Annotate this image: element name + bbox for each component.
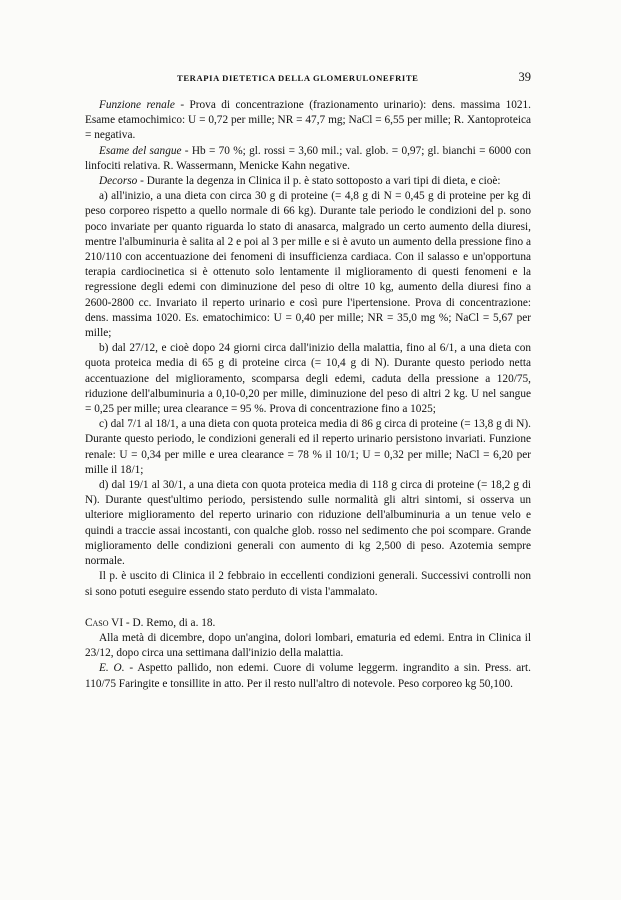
paragraph-label: E. O. (99, 662, 125, 675)
paragraph (85, 417, 531, 478)
case-patient: - D. Remo, di a. 18. (123, 616, 216, 629)
paragraph-label: Funzione renale (99, 99, 175, 111)
paragraph-text: a) all'inizio, a una dieta con circa 30 g di proteine (= 4,8 g di N = 0,45 g di proteine per kg di peso corporeo rispetto a quello normale di 66 kg). Durante tale periodo le condizioni del p. sono poco invariate per quanto riguarda lo stato di anasarca, malgrado un certo aumento della diuresi, mentre l'albuminuria è salita al 2 e poi al 3 per mille e si è avuto un aumento della pressione fino a 210/110 con accentuazione dei fenomeni di insufficienza cardiaca. Con il salasso e un'opportuna terapia cardiocinetica si è ottenuto solo lentamente il miglioramento di questi fenomeni e la regressione degli edemi con diminuzione del peso di oltre 10 kg, aumento della diuresi fino a 2600-2800 cc. Invariato il reperto urinario e così pure l'ipertensione. Prova di concentrazione: dens. massima 1020. Es. ematochimico: U = 0,40 per mille; NR = 35,0 mg %; NaCl = 5,67 per mille; (85, 190, 531, 340)
case-title: Caso VI (85, 616, 124, 629)
paragraph-text: Alla metà di dicembre, dopo un'angina, dolori lombari, ematuria ed edemi. Entra in Clinica il 23/12, dopo circa una settimana dall'inizio della malattia. (85, 631, 531, 660)
body-text (85, 98, 531, 692)
paragraph-text: - Hb = 70 %; gl. rossi = 3,60 mil.; val. glob. = 0,97; gl. bianchi = 6000 con linfociti relativa. R. Wassermann, Menicke Kahn negative. (85, 144, 531, 172)
case-heading (85, 616, 531, 631)
paragraph (85, 661, 531, 691)
paragraph-text: - Aspetto pallido, non edemi. Cuore di volume leggerm. ingrandito a sin. Press. art. 110/75 Faringite e tonsillite in atto. Per il resto null'altro di notevole. Peso corporeo kg 50,100. (85, 662, 531, 690)
paragraph-text: d) dal 19/1 al 30/1, a una dieta con quota proteica media di 118 g circa di proteine (= 18,2 g di N). Durante quest'ultimo periodo, persistendo sulle normalità gli altri sintomi, si osserva un ulteriore miglioramento del reperto urinario con riduzione dell'albuminuria a un tenue velo e quindi a traccie assai incostanti, con qualche glob. rosso nel sedimento che poi scompare. Grande miglioramento delle condizioni generali con aumento di kg 2,500 di peso. Azotemia sempre normale. (85, 479, 531, 568)
paragraph-label: Decorso (99, 175, 138, 188)
paragraph (85, 341, 531, 417)
paragraph (85, 174, 531, 189)
paragraph (85, 478, 531, 569)
paragraph-text: Il p. è uscito di Clinica il 2 febbraio in eccellenti condizioni generali. Successivi controlli non si sono potuti eseguire essendo stato perduto di vista l'ammalato. (85, 570, 531, 598)
paragraph-text: b) dal 27/12, e cioè dopo 24 giorni circa dall'inizio della malattia, fino al 6/1, a una dieta con quota proteica media di 65 g di proteine circa (= 10,4 g di N). Durante questo periodo netta accentuazione del miglioramento, scomparsa degli edemi, caduta della pressione a 120/75, riduzione dell'albuminuria a 0,10-0,20 per mille, diminuzione del peso di altri 2 kg. U nel sangue = 0,25 per mille; urea clearance = 95 %. Prova di concentrazione fino a 1025; (85, 342, 531, 416)
paragraph (85, 98, 531, 144)
page-number: 39 (518, 70, 531, 84)
paragraph-label: Esame del sangue (99, 144, 182, 157)
paragraph (85, 631, 531, 661)
paragraph (85, 569, 531, 599)
page-header (85, 70, 531, 88)
paragraph-text: - Durante la degenza in Clinica il p. è stato sottoposto a vari tipi di dieta, e cioè: (137, 175, 501, 188)
paragraph (85, 144, 531, 174)
paragraph (85, 189, 531, 341)
running-title: TERAPIA DIETETICA DELLA GLOMERULONEFRITE (177, 73, 419, 83)
paragraph-text: - Prova di concentrazione (frazionamento urinario): dens. massima 1021. Esame etamochimico: U = 0,72 per mille; NR = 47,7 mg; NaCl = 6,55 per mille; R. Xantoproteica = negativa. (85, 99, 531, 142)
paragraph-text: c) dal 7/1 al 18/1, a una dieta con quota proteica media di 86 g circa di proteine (= 13,8 g di N). Durante questo periodo, le condizioni generali ed il reperto urinario persistono invariati. Funzione renale: U = 0,34 per mille e urea clearance = 78 % il 10/1; U = 0,32 per mille; NaCl = 6,20 per mille il 18/1; (85, 418, 531, 476)
